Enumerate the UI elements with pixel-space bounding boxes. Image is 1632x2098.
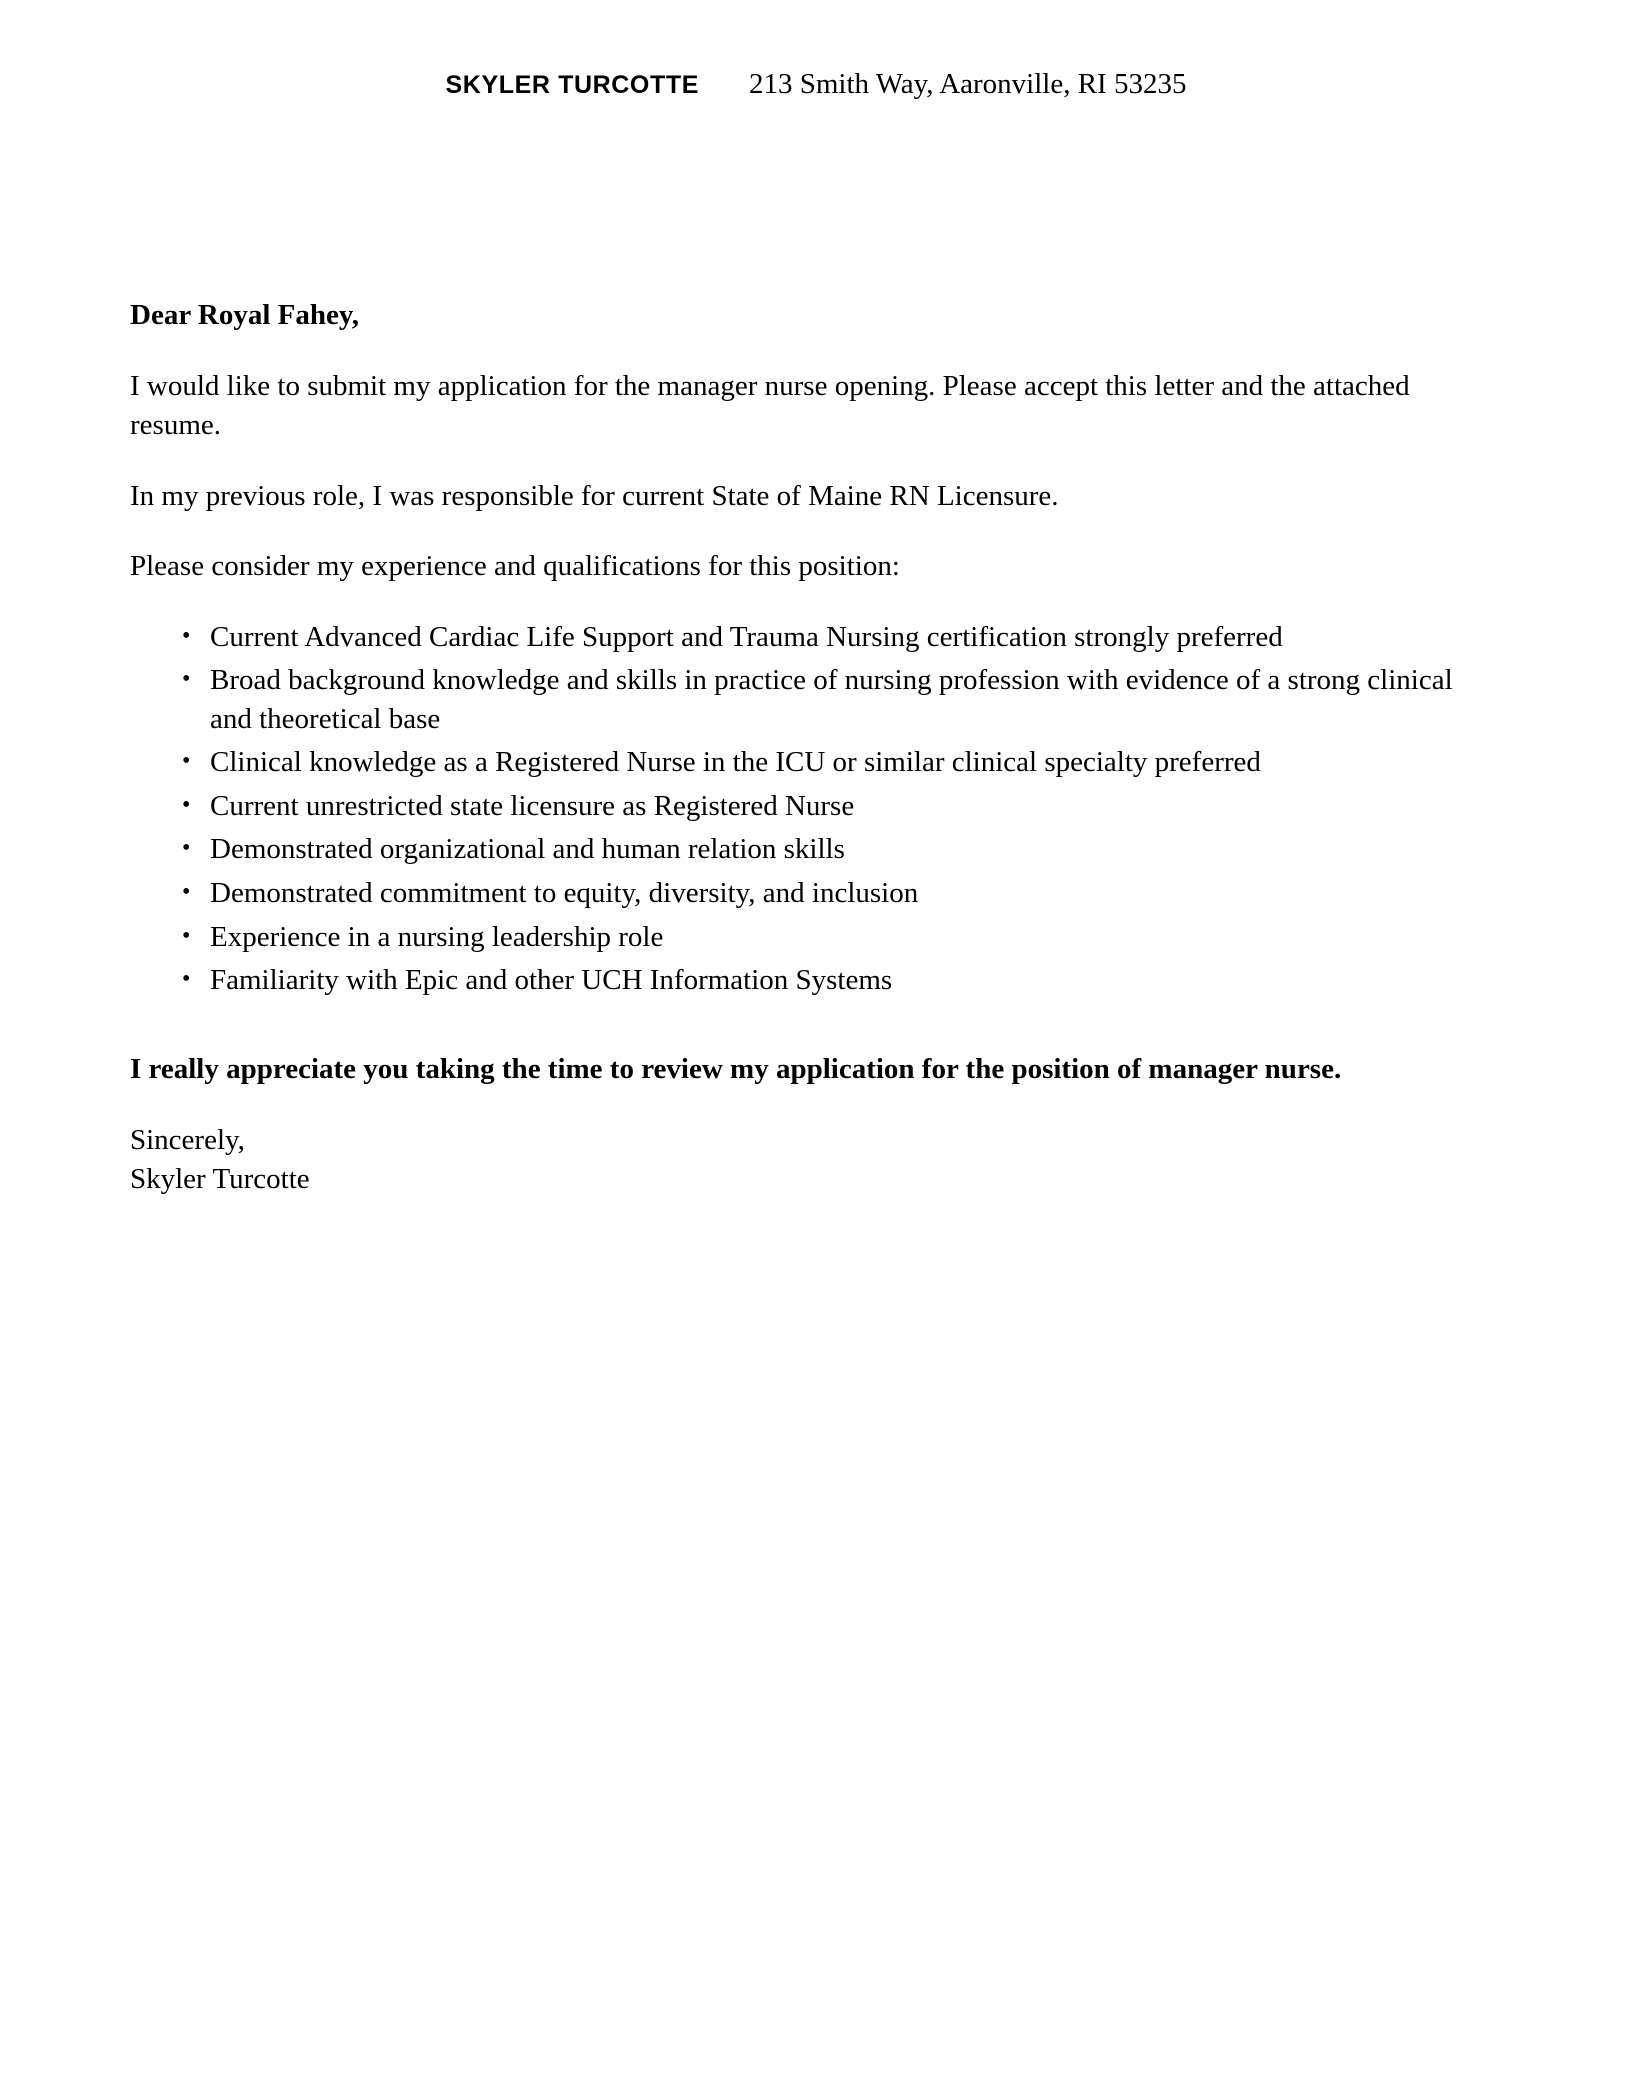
list-item: • Clinical knowledge as a Registered Nurse in the ICU or similar clinical specialty preferred xyxy=(182,743,1455,782)
list-item: • Broad background knowledge and skills in practice of nursing profession with evidence of a strong clinical and theoretical base xyxy=(182,661,1455,738)
letterhead xyxy=(0,68,1632,101)
letterhead-address: 213 Smith Way, Aaronville, RI 53235 xyxy=(748,68,1187,100)
signoff-salutation: Sincerely, xyxy=(130,1124,245,1157)
salutation: Dear Royal Fahey, xyxy=(130,299,360,331)
letter-body xyxy=(130,296,1455,1199)
list-item: • Familiarity with Epic and other UCH Information Systems xyxy=(182,961,1455,1000)
qualifications-list xyxy=(130,618,1455,1000)
list-item: • Current unrestricted state licensure as Registered Nurse xyxy=(182,787,1455,826)
letterhead-name: SKYLER TURCOTTE xyxy=(445,71,699,99)
list-item: • Experience in a nursing leadership role xyxy=(182,918,1455,957)
closing-statement: I really appreciate you taking the time to review my application for the position of manager nurse. xyxy=(130,1052,1342,1085)
list-item: • Current Advanced Cardiac Life Support and Trauma Nursing certification strongly preferred xyxy=(182,618,1455,657)
list-item: • Demonstrated organizational and human relation skills xyxy=(182,830,1455,869)
paragraph-previous-role: In my previous role, I was responsible for current State of Maine RN Licensure. xyxy=(130,479,1059,512)
signature-name: Skyler Turcotte xyxy=(130,1163,310,1196)
list-item: • Demonstrated commitment to equity, diversity, and inclusion xyxy=(182,874,1455,913)
signoff-block xyxy=(130,1121,1455,1199)
paragraph-qualifications-lead: Please consider my experience and qualifications for this position: xyxy=(130,550,900,583)
paragraph-intro: I would like to submit my application for the manager nurse opening. Please accept this letter and the attached resume. xyxy=(130,369,1410,442)
